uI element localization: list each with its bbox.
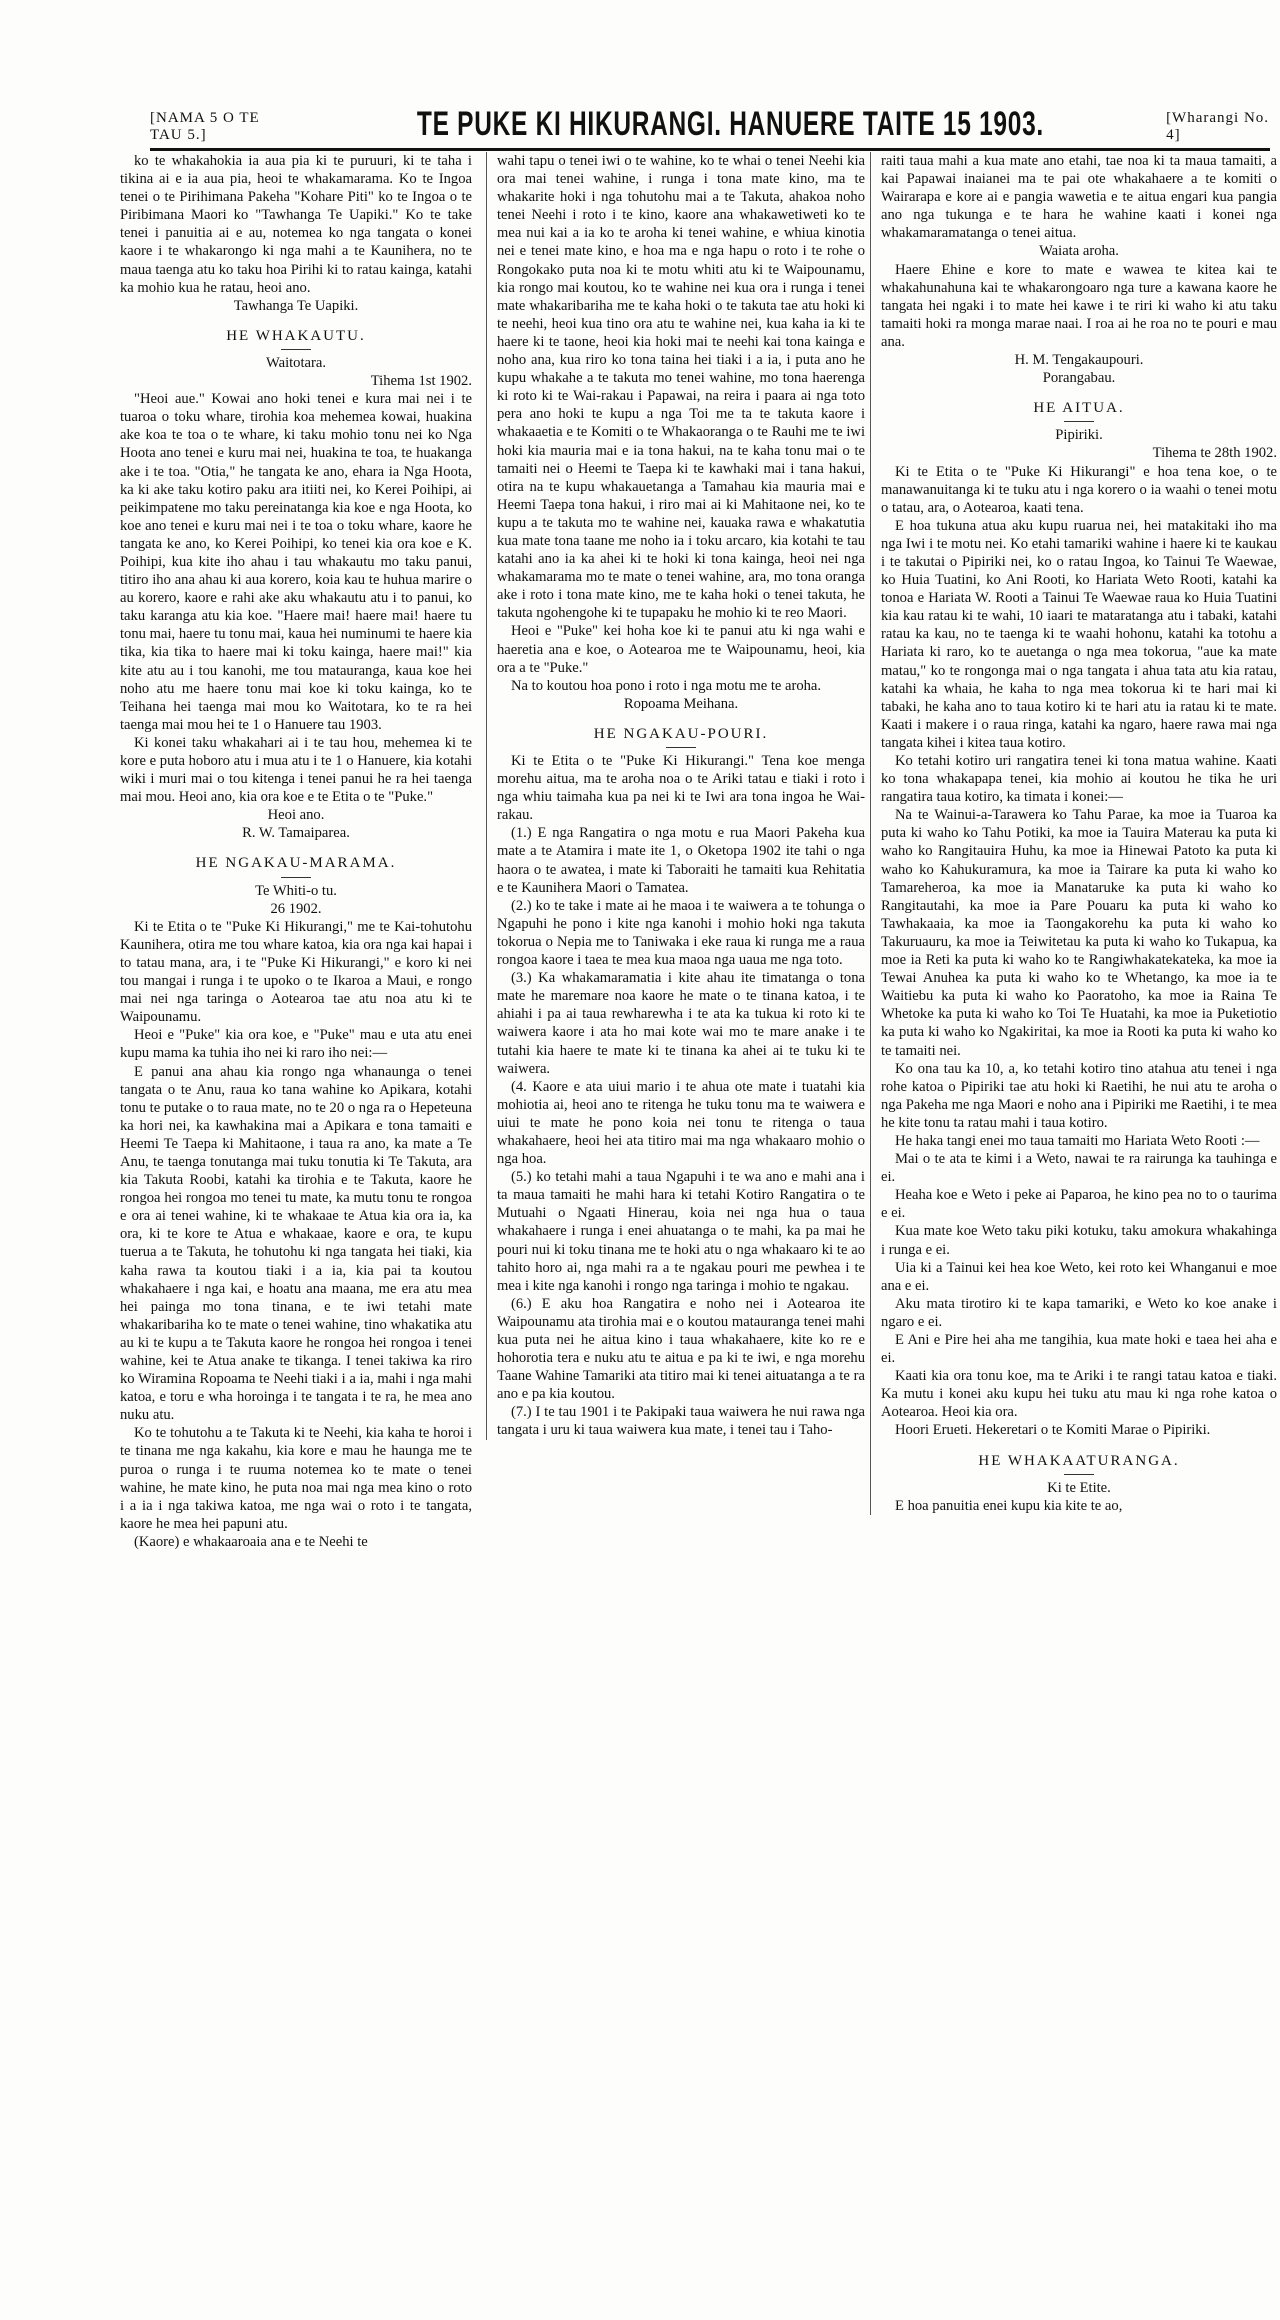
signature-line: 26 1902. [270,900,322,917]
newspaper-title: TE PUKE KI HIKURANGI. HANUERE TAITE 15 1903. [417,105,1045,143]
paragraph: Uia ki a Tainui kei hea koe Weto, kei roto kei Whanganui e moe ana e ei. [881,1259,1277,1294]
paragraph: (Kaore) e whakaaroaia ana e te Neehi te [134,1533,368,1550]
issue-number: [NAMA 5 O TE TAU 5.] [150,110,260,143]
paragraph: Heoi e "Puke" kei hoha koe ki te panui atu ki nga wahi e haeretia ana e koe, o Aotearoa me te Waipounamu, heoi, kia ora a te "Puke." [497,623,865,676]
paragraph: Na te Wainui-a-Tarawera ko Tahu Parae, ka moe ia Tuaroa ka puta ki waho ko Tahu Potiki, ka moe ia Tauira Materau ka puta ki waho ko Rangitauira Huhu, ka moe ia Hinewai Patoto ka puta ki waho ko Kahukuramura, ka moe ia Tairare ka puta ki waho ko Tamareheroa, ka moe ia Manataruke ka puta ki waho ko Rangitautahi, ka moe ia Pare Pouaru ka puta ki waho ko Tawhakaaia, ka moe ia Taongakorehu ka puta ki waho ko Takuruauru, ka moe ia Teiwitetau ka puta ki waho ko Tukapua, ka moe ia Reti ka puta ki waho ko te Rangiwhakatekateka, ka moe ia Tewai Anuhea ka puta ki waho ko te Whetango, ka moe ia te Waitiebu ka puta ki waho ko Paoratoho, ka moe ia Raina Te Whetoke ka puta ki waho ko Toi Te Huatahi, ka moe ia Puketiotio ka puta ki waho ko Ngakiritai, ka moe ia Rooti ka puta ki waho ko te tamaiti nei. [881,807,1277,1059]
paragraph: Ki te Etita o te "Puke Ki Hikurangi." Tena koe menga morehu aitua, ma te aroha noa o te Ariki tatau e tiaki i roto i nga whiu taimaha kua pa nei ki te Iwi ara tona ingoa he Wai-rakau. [497,753,865,824]
section-heading: HE NGAKAU-MARAMA. [195,855,397,872]
paragraph: He haka tangi enei mo taua tamaiti mo Hariata Weto Rooti :— [895,1132,1260,1149]
paragraph: raiti taua mahi a kua mate ano etahi, tae noa ki ta maua tamaiti, a kai Papawai inaianei ma te pai ote whakahaere a te komiti o Wairarapa e kore ai e pangia wawetia e te aitua engari kua pangia ano nga tukunga e te hara he wahine kaati i konei nga whakamaramatanga o tenei aitua. [881,153,1277,242]
divider [1064,1474,1094,1475]
signature-line: Ki te Etite. [1047,1479,1111,1496]
section-heading: HE WHAKAUTU. [226,327,366,344]
signature-line: Tawhanga Te Uapiki. [233,297,359,314]
paragraph: Ki te Etita o te "Puke Ki Hikurangi," me te Kai-tohutohu Kaunihera, otira me tou whare katoa, kia ora nga kai hapai i to tatau mana, ara, i te "Puke Ki Hikurangi," e koro ki nei tou mangai i runga i te upoko o te Ikaroa a Maui, e rongo mai nei nga taringa o Aotearoa tae atu noa atu ki te Waipounamu. [120,918,472,1026]
paragraph: Ko tetahi kotiro uri rangatira tenei ki tona matua wahine. Kaati ko tona whakapapa tenei, kia mohio ai koutou he tika he uri rangatira taua kotiro, ka timata i konei:— [881,753,1277,806]
divider [666,747,696,748]
divider [281,349,311,350]
signature-line: Waitotara. [265,354,326,371]
paragraph: Ko ona tau ka 10, a, ko tetahi kotiro tino atahua atu tenei i nga rohe katoa o Pipiriki tae atu hoki ki Raetihi, he nui atu te aroha o nga Pakeha me nga Maori e noho ana i Pipiriki me Raetihi, i te mea he kite tonu ta ratau mahi i taua kotiro. [881,1060,1277,1131]
dateline: Tihema te 28th 1902. [1152,445,1277,462]
paragraph: Heoi e "Puke" kia ora koe, e "Puke" mau e uta atu enei kupu mama ka tuhia iho nei ki raro iho nei:— [120,1027,472,1062]
signature-line: Waiata aroha. [1039,243,1119,260]
paragraph: Ko te tohutohu a te Takuta ki te Neehi, kia kaha te horoi i te tinana me nga kakahu, kia kore e mau he haunga me te puroa o runga i te ruuma notemea ko te mate o tenei wahine, he mate kino, he puta noa mai nga mea kino o roto i a ia i nga takiwa katoa, me nga wai o roto i te tangata, kaore he mea hei papuni atu. [120,1425,472,1532]
paragraph: (4. Kaore e ata uiui mario i te ahua ote mate i tuatahi kia mohiotia ai, heoi ano te ritenga he tuku tonu ma te waiwera e uiui te mate he pono koia nei tonu te ritenga o taua whakahaere, heoi hei ata titiro mai ma nga whakaaro mohio o nga hoa. [497,1078,865,1168]
masthead [150,100,1270,151]
paragraph: Heaha koe e Weto i peke ai Paparoa, he kino pea no to o taurima e ei. [881,1187,1277,1222]
paragraph: Kua mate koe Weto taku piki kotuku, taku amokura whakahinga i runga e ei. [881,1223,1277,1258]
column-3 [870,152,1277,1515]
signature-line: H. M. Tengakaupouri. [1014,352,1144,369]
signature-line: Pipiriki. [1055,427,1103,444]
paragraph: Kaati kia ora tonu koe, ma te Ariki i te rangi tatau katoa e tiaki. Ka mutu i konei aku kupu hei tuku atu mau ki nga rohe katoa o Aotearoa. Heoi kia ora. [881,1368,1277,1421]
paragraph: Mai o te ata te kimi i a Weto, nawai te ra rairunga ka tauhinga e ei. [881,1151,1277,1186]
signature-line: Te Whiti-o tu. [255,882,337,899]
paragraph: Ki konei taku whakahari ai i te tau hou, mehemea ki te kore e puta hoboro atu i mua atu i te 1 o Hanuere, kia kotahi wiki i muri mai o tou kitenga i tenei panui he ra hei taenga mai mou. Heoi ano, kia ora koe e te Etita o te "Puke." [120,734,472,806]
signature-line: R. W. Tamaiparea. [242,825,350,842]
signature-line: Heoi ano. [267,807,325,824]
paragraph: Haere Ehine e kore to mate e wawea te kitea kai te whakahunahuna kai te whakarongoaro nga ture a kawana kaore he tangata hei ngaki i to mate hei kawe i te riri ki waho ki atu taku tamaiti hoki ra monga marae naai. I roa ai he roa no te pouri e mau ana. [881,261,1277,350]
column-1 [120,152,472,1551]
paragraph: (3.) Ka whakamaramatia i kite ahau ite timatanga o tona mate he maremare noa kaore he mate o te tinana katoa, i te ahiahi i pa ai taua rewharewha i te ata ka tukua ki roto ki te waiwera kaore i ata ho mai kote wai mo te mare anake i te tutahi kia haere te mate ki te tinana ka ahei ai te tuku ki te waiwera. [497,970,865,1077]
column-2 [486,152,865,1440]
paragraph: ko te whakahokia ia aua pia ki te puruuri, ki te taha i tikina ai e ia aua pia, heoi te whakamarama. Ko te Ingoa tenei o te Pirihimana Pakeha "Kohare Piti" ko te Ingoa o te Piribimana Maori ko "Tawhanga Te Uapiki." Ko te take tenei i panuitia ai e au, notemea ko nga tangata o konei kaore i te whakarongo ki nga mahi a te Kaunihera, no te maua taenga atu ko taku hoa Pirihi ki to ratau kainga, katahi ka mohio kua he ratau, heoi ano. [120,153,472,296]
paragraph: wahi tapu o tenei iwi o te wahine, ko te whai o tenei Neehi kia ora mai tenei wahine, i runga i tona mate kino, ma te whakarite hoki i nga tohutohu mai a te Takuta, ahakoa noho tenei Neehi i roto i te kino, kaore ana whakawetiweti ko te mea nui kai a ia ko te aroha ki tenei wahine, e whiua kinotia nei e tenei mate kino, e hoa ma e nga hapu o roto i te rohe o Rongokako puta noa ki te motu whiti atu ki te Waipounamu, kia rongo mai koutou, ko te wahine nei kua ora i runga i tenei mate whakaribariha me te kaha hoki o te takuta tae atu hoki ki te neehi, heoi kua tino ora atu te wahine nei, kua kaha ia ki te haere ki te taone, heoi kia hoki mai te neehi kai tona kainga e noho ana, kua riro ko tona taina hei tiaki i a ia, i puta ano he kupu whakahe a te takuta mo tenei wahine, mo tona haerenga ki roto ki te Wai-rakau i Papawai, na reira i paara ai nga toto pera ano hoki te kupu a nga Toi me ta te takuta kaore i whakaaetia e te Komiti o te Whakaoranga o te Rauhi me te iwi hoki kia mauria mai e ia tona hakui, na te kaha tonu mai o te tamaiti nei o Heemi te Taepa ki te kawhaki mai i tana hakui, otira na te kupu whakauetanga a Tamahau kia mauria mai e Heemi Taepa tona hakui, i riro mai ai ki Mahitaone nei, ko te kupu a te takuta mo te wahine nei, kauaka rawa e whakatutia kua mate tona taane me noho ia i toku arcaro, kia kotahi te tau katahi ano ia ka ahei ki te hoki ki tona kainga, heoi nei nga whakamarama mo te mate o tenei wahine, ara, mo tona oranga ake i roto i tona mate kino, me te kaha hoki o tenei takuta, he takuta ngohengohe ki te tupapaku he mohio ki te reo Maori. [497,153,865,622]
paragraph: Ki te Etita o te "Puke Ki Hikurangi" e hoa tena koe, o te manawanuitanga ki te tuku atu i nga korero o ia waahi o tenei motu o tatau, ara, o Aotearoa, kaati tena. [881,463,1277,516]
paragraph: E hoa tukuna atua aku kupu ruarua nei, hei matakitaki iho ma nga Iwi i te motu nei. Ko etahi tamariki wahine i haere ki te kaukau i te takutai o Pipiriki nei, ko o ratau Ingoa, ko Tainui Te Waewae, ko Huia Tuatini, ko Ani Rooti, ko Hariata Weto Rooti, katahi ka tonoa e Hariata W. Rooti a Tainui Te Waewae raua ko Huia Tuatini kia kau ratau ki te wahi, 10 iaari te mataratanga atu i tabaki, katahi ratau ka kau, no te taenga ki te waahi hohonu, katahi ka totohu a Hariata ki raro, ko te auetanga o nga mea tokorua, "aue ka mate matau," ko te rongonga mai o nga tangata i ahua tata atu kia ratau, katahi ka whaia, he kaha to nga mea tokorua ki te hari mai ki tabaki, he kaha ano to taua kotiro ki te hari atu ia ratau ki te mate. Kaati i makere i o raua ringa, katahi ka ngaro, haere rawa mai nga tangata kihei i kitea taua kotiro. [881,517,1277,751]
dateline: Tihema 1st 1902. [370,373,472,390]
signature-line: Ropoama Meihana. [623,695,739,712]
paragraph: (2.) ko te take i mate ai he maoa i te waiwera a te tohunga o Ngapuhi he pono i kite nga kanohi i mohio hoki nga takuta tokorua o Nepia me to Taniwaka i eke raua ki runga me a raua rongoa kaore i taea te mea kua maoa nga uaua me nga toto. [497,897,865,969]
paragraph: Na to koutou hoa pono i roto i nga motu me te aroha. [511,677,822,694]
section-heading: HE NGAKAU-POURI. [593,725,769,742]
page-number: [Wharangi No. 4] [1166,110,1270,143]
paragraph: Hoori Erueti. Hekeretari o te Komiti Marae o Pipiriki. [895,1422,1211,1439]
paragraph: "Heoi aue." Kowai ano hoki tenei e kura mai nei i te tuaroa o toku whare, tirohia koa mehemea kowai, huakina ake koa te toa o te whare, ki taku mohio tonu nei ko Nga Hoota ano tenei e kuru mai nei, huakina te toa, te huakanga ake i te toa. "Otia," he tangata ke ano, ehara ia Nga Hoota, ka ki ake taku kotiro paku ara itiiti nei, ko Kerei Poihipi, ai peikimpatene mo taku pereinatanga kia koe e nga Hoota, ko koe ano tenei e kuru mai nei i te toa o toku whare, kaore he tangata ke ano, ko Kerei Poihipi, ko tenei kia ora koe e K. Poihipi, kua kite iho ahau i tau whakautu mo taku panui, titiro iho ana ahau ki aua korero, koia kau te huhua marire o au korero, kaore e rahi ake aku whakautu atu i to panui, ko taku karanga atu kia koe. "Haere mai! haere mai! haere tu tonu mai, haere tu tonu mai, kaua hei numinumi te haere kia tika, kia tika to haere mai ki toku kainga, haere mai!" kia kite atu au i tou kanohi, me tou matauranga, kaua koe hei noho atu me haere tonu mai koe ki toku kainga, ko te Teihana hei taenga mai mou ko Waitotara, ko te ra hei taenga mai mou hei te 1 o Hanuere tau 1903. [120,391,472,733]
divider [1064,421,1094,422]
paragraph: (6.) E aku hoa Rangatira e noho nei i Aotearoa ite Waipounamu ata tirohia mai e o koutou matauranga tenei mahi kua puta nei he aitua kino i taua whakahaere, kite ko re e hohorotia tera e nuku atu te aitua e pa ki te iwi, e nga morehu Taane Wahine Tamariki ata titiro mai ki tenei aituatanga a te ra ano e pa kia koutou. [497,1295,865,1403]
paragraph: (7.) I te tau 1901 i te Pakipaki taua waiwera he nui rawa nga tangata i uru ki taua waiwera kua mate, i tenei tau i Taho- [497,1404,865,1439]
divider [281,877,311,878]
section-heading: HE AITUA. [1033,400,1125,417]
paragraph: E panui ana ahau kia rongo nga whanaunga o tenei tangata o te Anu, raua ko tana wahine ko Apikara, kotahi tonu te putake o to raua mate, no te 20 o nga ra o Hepeteuna ka hori nei, ka kawhakina mai a Apikara e tona tamaiti e Heemi Te Taepa ki Mahitaone, i taua ra ano, ka mate a Te Anu, te taenga tonutanga mai tuku tonutia ki Te Takuta, ara kia Takuta Roobi, katahi ka tirohia e te Takuta, kaore he rongoa hei rongoa mo tenei tu mate, ka mutu tonu te rongoa e ora ai tenei wahine, ki te whakaae te Atua kia ora ia, ka ora, ki te kore te Atua e whakaae, kaore e ora, te kupu tuerua a te Takuta, he tohutohu ki nga tangata hei tiaki, kia kaha rawa ta koutou tiaki i a ia, kia pai ta koutou whakahaere i nga kai, e hoatu ana maana, me era atu mea hei painga mo tona tinana, e te iwi tetahi mate whakaribariha ko te mate o tenei wahine, tino whakatika atu au ki te kupu a te Takuta kaore he rongoa hei rongoa i tenei wahine, kei te Atua anake te tikanga. I tenei takiwa ka riro ko Wiramina Ropoama te Neehi tiaki i a ia, mahi i nga mahi katoa, e toru e wha horoinga i te tangata i te ra, he mea ano nuku atu. [120,1063,472,1424]
signature-line: Porangabau. [1042,370,1116,387]
paragraph: E Ani e Pire hei aha me tangihia, kua mate hoki e taea hei aha e ei. [881,1332,1277,1367]
paragraph: (5.) ko tetahi mahi a taua Ngapuhi i te wa ano e mahi ana i ta maua tamaiti he mahi hara ki tetahi Kotiro Rangatira o te Mutuahi o Ngaati Hinerau, koia nei nga hua o taua whakahaere i runga i enei ahuatanga o te mahi, ka pa mai he pouri nui ki toku tinana me te hoki atu o nga whakaaro ki te ao tahito horo ai, nga mahi ra a te ngakau pouri me pewhea i te mea i kite nga kanohi i rongo nga taringa i mohio te ngakau. [497,1169,865,1294]
section-heading: HE WHAKAATURANGA. [978,1452,1180,1469]
paragraph: (1.) E nga Rangatira o nga motu e rua Maori Pakeha kua mate a te Atamira i mate ite 1, o Oketopa 1902 ite tahi o nga haora o te awatea, i mate ki Taboraiti he tamaiti kua Rehitatia e te Kaunihera Maori o Tamatea. [497,825,865,896]
paragraph: E hoa panuitia enei kupu kia kite te ao, [895,1497,1123,1514]
paragraph: Aku mata tirotiro ki te kapa tamariki, e Weto ko koe anake i ngaro e ei. [881,1295,1277,1330]
